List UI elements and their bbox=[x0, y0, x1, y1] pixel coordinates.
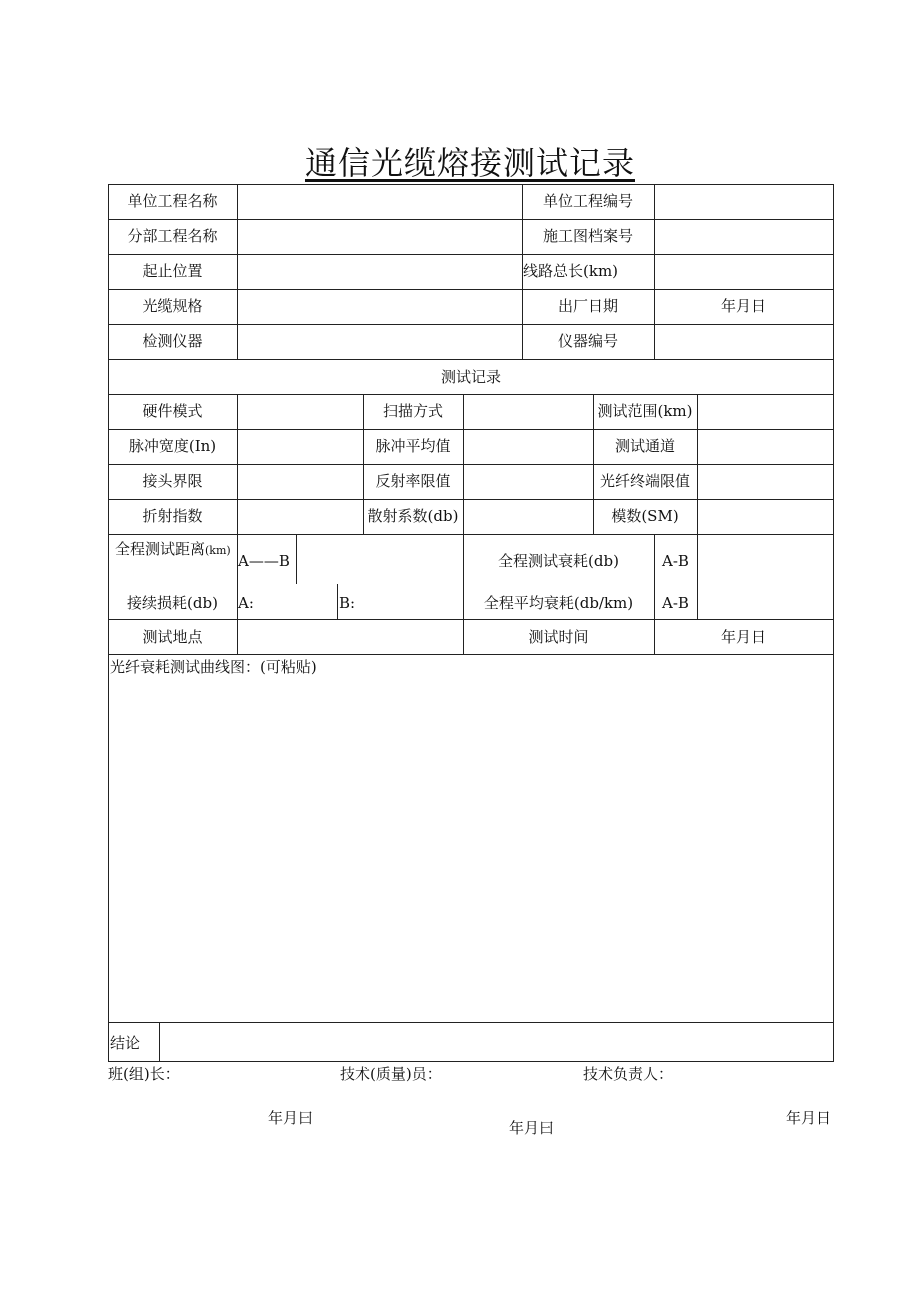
tech-head-label: 技术负责人： bbox=[583, 1065, 674, 1083]
leader-date: 年月曰 bbox=[268, 1109, 314, 1127]
full-distance-label: 全程测试距离(km) bbox=[115, 540, 231, 558]
scatter-coef-label: 散射系数(db) bbox=[367, 507, 459, 525]
instrument-no-label: 仪器编号 bbox=[557, 332, 618, 350]
b-value-label: B: bbox=[339, 594, 356, 612]
factory-date-value: 年月日 bbox=[720, 297, 766, 315]
reflect-limit-label: 反射率限值 bbox=[375, 472, 451, 490]
unit-name-label: 单位工程名称 bbox=[127, 192, 218, 210]
a-value-label: A: bbox=[238, 594, 254, 612]
page-title: 通信光缆熔接测试记录 bbox=[304, 144, 635, 182]
tech-head-date: 年月日 bbox=[786, 1109, 832, 1127]
full-loss-label: 全程测试衰耗(db) bbox=[498, 552, 619, 570]
pulse-width-label: 脉冲宽度(In) bbox=[128, 437, 217, 455]
tech-qc-label: 技术(质量)员： bbox=[340, 1065, 442, 1083]
team-leader-label: 班(组)长： bbox=[108, 1065, 180, 1083]
test-record-header: 测试记录 bbox=[440, 368, 501, 386]
ab-label-1: A-B bbox=[662, 552, 689, 570]
joint-limit-label: 接头界限 bbox=[142, 472, 203, 490]
pulse-avg-label: 脉冲平均值 bbox=[375, 437, 451, 455]
scan-mode-label: 扫描方式 bbox=[382, 402, 443, 420]
ab-label-2: A-B bbox=[662, 594, 689, 612]
drawing-no-label: 施工图档案号 bbox=[542, 227, 633, 245]
position-label: 起止位置 bbox=[142, 262, 203, 280]
fiber-end-limit-label: 光纤终端限值 bbox=[599, 472, 690, 490]
unit-no-label: 单位工程编号 bbox=[542, 192, 633, 210]
cable-spec-label: 光缆规格 bbox=[142, 297, 203, 315]
test-time-value: 年月日 bbox=[720, 628, 766, 646]
hardware-mode-label: 硬件模式 bbox=[142, 402, 203, 420]
mode-count-label: 模数(SM) bbox=[611, 507, 679, 525]
conclusion-label: 结论 bbox=[110, 1034, 141, 1052]
refract-index-label: 折射指数 bbox=[142, 507, 203, 525]
full-avg-loss-label: 全程平均衰耗(db/km) bbox=[483, 594, 634, 612]
test-time-label: 测试时间 bbox=[528, 628, 589, 646]
factory-date-label: 出厂日期 bbox=[557, 297, 618, 315]
tech-qc-date: 年月曰 bbox=[509, 1119, 555, 1137]
total-length-label: 线路总长(km) bbox=[523, 262, 619, 280]
splice-loss-label: 接续损耗(db) bbox=[127, 594, 218, 612]
ab-dash-label: A——B bbox=[238, 552, 290, 570]
test-channel-label: 测试通道 bbox=[614, 437, 675, 455]
sub-name-label: 分部工程名称 bbox=[127, 227, 218, 245]
test-range-label: 测试范围(km) bbox=[597, 402, 693, 420]
test-location-label: 测试地点 bbox=[142, 628, 203, 646]
instrument-label: 检测仪器 bbox=[142, 332, 203, 350]
curve-area-label: 光纤衰耗测试曲线图：(可粘贴) bbox=[110, 658, 317, 676]
